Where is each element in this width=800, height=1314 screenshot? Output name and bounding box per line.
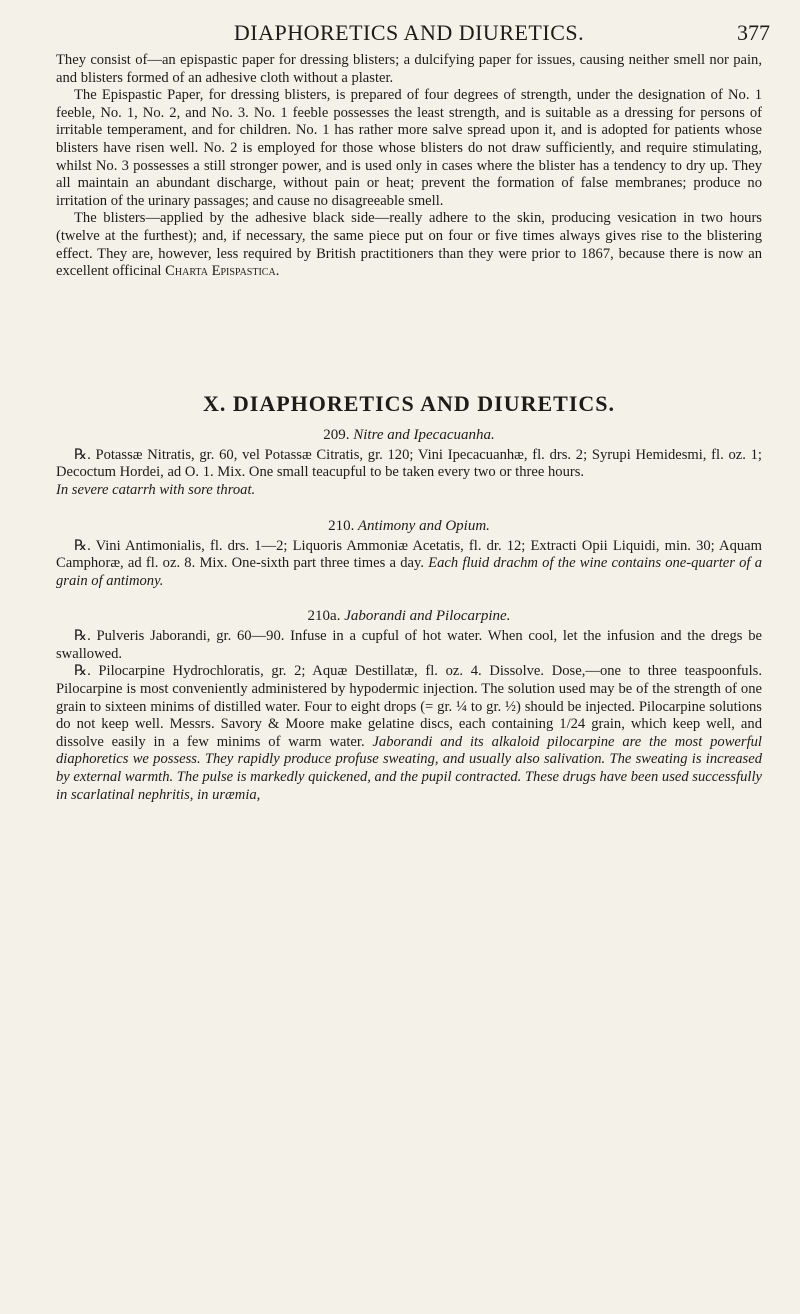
recipe-210a-heading [56, 608, 762, 625]
recipe-209-number: 209. [323, 426, 350, 443]
spacer [56, 500, 762, 514]
recipe-209-heading [56, 427, 762, 444]
recipe-210-title: Antimony and Opium. [357, 517, 490, 534]
recipe-210-note: Each fluid drachm of the wine contains one-quarter of a grain of antimony. [56, 555, 762, 589]
spacer [56, 590, 762, 604]
page-number: 377 [737, 20, 770, 45]
intro-paragraph-1: They consist of—an epispastic paper for dressing blisters; a dulcifying paper for issues, causing neither smell nor pain, and blisters formed of an adhesive cloth without a plaster. [56, 52, 762, 86]
recipe-210-number: 210. [328, 517, 355, 534]
intro-paragraph-2: The Epispastic Paper, for dressing blisters, is prepared of four degrees of strength, under the designation of No. 1 feeble, No. 1, No. 2, and No. 3. No. 1 feeble possesses the least strength, and is suitable as a dressing for persons of irritable temperament, and for children. No. 1 has rather more salve spread upon it, and is adopted for patients whose blisters have risen well. No. 2 is employed for those whose blisters do not draw sufficiently, and require stimulating, whilst No. 3 possesses a still stronger power, and is used only in cases where the blister has a tendency to dry up. They all maintain an abundant discharge, without pain or heat; prevent the formation of false membranes; produce no irritation of the urinary passages; and cause no disagreeable smell. [56, 87, 762, 209]
recipe-210-heading [56, 518, 762, 535]
book-page [56, 14, 770, 804]
recipe-210a-title: Jaborandi and Pilocarpine. [344, 608, 511, 625]
section-spacer [56, 281, 762, 391]
recipe-210a-note: Jaborandi and its alkaloid pilocarpine are the most powerful diaphoretics we possess. They rapidly produce profuse sweating, and usually also salivation. The sweating is increased by external warmth. The pulse is markedly quickened, and the pupil contracted. These drugs have been used successfully in scarlatinal nephritis, in uræmia, [56, 733, 763, 803]
recipe-209-body: ℞. Potassæ Nitratis, gr. 60, vel Potassæ Citratis, gr. 120; Vini Ipecacuanhæ, fl. drs. 2; Syrupi Hemidesmi, fl. oz. 1; Decoctum Hordei, ad O. 1. Mix. One small teacupful to be taken every two or three hours. [56, 446, 762, 481]
running-title: DIAPHORETICS AND DIURETICS. [233, 20, 585, 45]
intro-paragraph-3 [56, 210, 762, 280]
section-heading: X. DIAPHORETICS AND DIURETICS. [202, 390, 615, 416]
recipe-210-body [56, 538, 762, 591]
recipe-210a-number: 210a. [307, 608, 341, 625]
recipe-209-title: Nitre and Ipecacuanha. [353, 426, 495, 443]
recipe-210a-body-1: ℞. Pulveris Jaborandi, gr. 60—90. Infuse in a cupful of hot water. When cool, let the infusion and the dregs be swallowed. [56, 628, 762, 662]
intro-paragraph-3-text: The blisters—applied by the adhesive black side—really adhere to the skin, producing vesication in two hours (twelve at the furthest); and, if necessary, the same piece put on four or five times always gives rise to the blistering effect. They are, however, less required by British practitioners than they were prior to 1867, because there is now an excellent officinal [56, 210, 762, 280]
recipe-209-note: In severe catarrh with sore throat. [56, 481, 256, 498]
recipe-210a-body-2 [56, 663, 762, 804]
running-head [56, 14, 770, 52]
recipe-210-text: ℞. Vini Antimonialis, fl. drs. 1—2; Liquoris Ammoniæ Acetatis, fl. dr. 12; Extracti Opii Liquidi, min. 30; Aquam Camphoræ, ad fl. oz. 8. Mix. One-sixth part three times a day. [56, 537, 762, 572]
recipe-210a-text: ℞. Pilocarpine Hydrochloratis, gr. 2; Aquæ Destillatæ, fl. oz. 4. Dissolve. Dose,—one to three teaspoonfuls. Pilocarpine is most conveniently administered by hypodermic injection. The solution used may be of the strength of one grain to sixteen minims of distilled water. Four to eight drops (= gr. ¼ to gr. ½) should be injected. Pilocarpine solutions do not keep well. Messrs. Savory & Moore make gelatine discs, each containing 1/24 grain, which keep well, and dissolve easily in a few minims of warm water. [56, 663, 762, 750]
charta-epispastica: Charta Epispastica. [165, 263, 280, 280]
